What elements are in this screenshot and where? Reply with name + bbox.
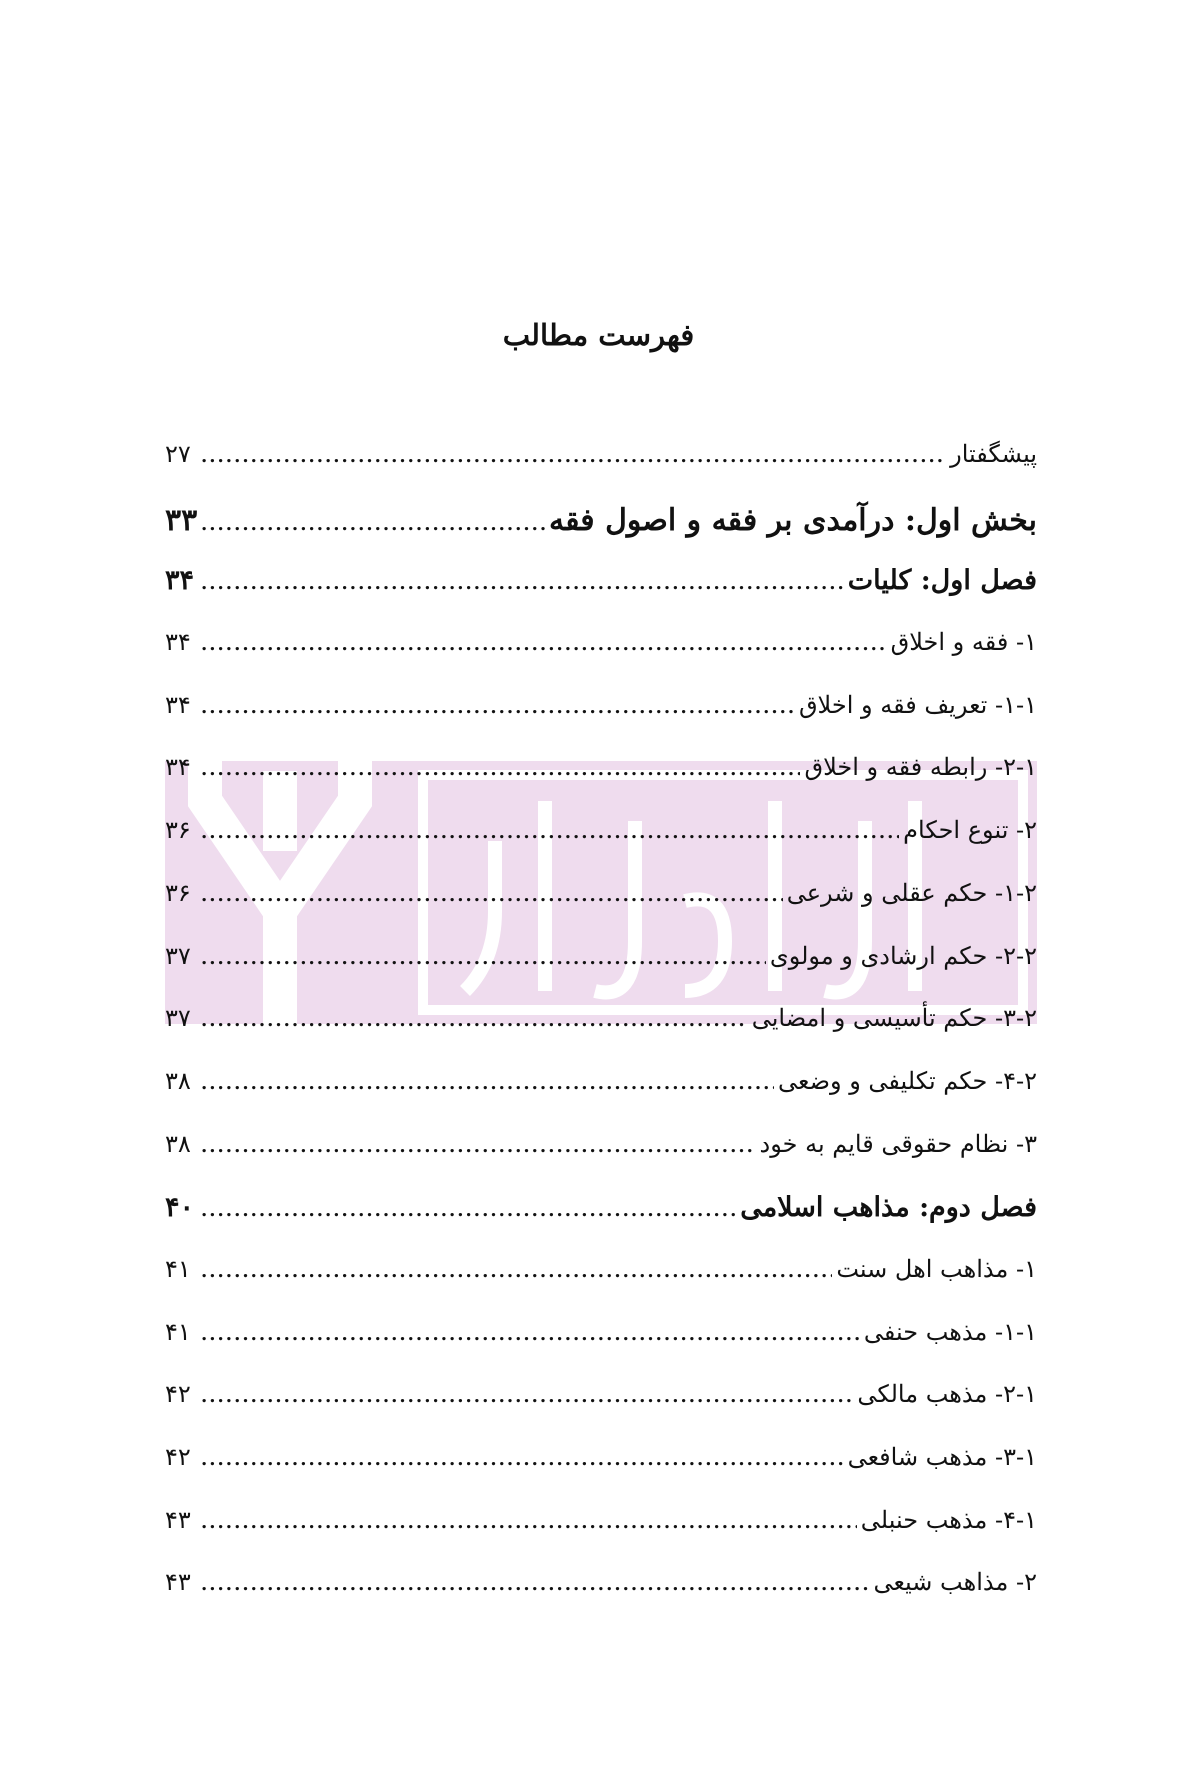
toc-entry-title: ۲-۱- رابطه فقه و اخلاق (804, 753, 1037, 782)
toc-entry (165, 1568, 1037, 1631)
toc-entry (165, 1255, 1037, 1318)
toc-entry (165, 1130, 1037, 1193)
dot-leader (201, 1261, 832, 1282)
toc-entry-page: ۳۶ (165, 816, 191, 845)
toc-entry (165, 753, 1037, 816)
toc-entry-page: ۴۱ (165, 1254, 191, 1283)
toc-chapter-entry (165, 565, 1037, 628)
toc-chapter-entry (165, 1192, 1037, 1255)
toc-entry-title: ۱- فقه و اخلاق (890, 628, 1037, 657)
toc-entry (165, 440, 1037, 503)
toc-entry (165, 1004, 1037, 1067)
toc-entry-title: ۱-۱- تعریف فقه و اخلاق (798, 690, 1037, 719)
dot-leader (201, 1324, 860, 1345)
toc-entry (165, 1318, 1037, 1381)
dot-leader (201, 697, 795, 718)
dot-leader (201, 1136, 756, 1157)
toc-entry (165, 628, 1037, 691)
toc-entry-page: ۴۱ (165, 1317, 191, 1346)
dot-leader (201, 1010, 748, 1031)
dot-leader (201, 634, 887, 655)
toc-entry (165, 816, 1037, 879)
toc-entry-title: ۳-۲- حکم تأسیسی و امضایی (751, 1004, 1037, 1033)
toc-entry-title: فصل دوم: مذاهب اسلامی (740, 1192, 1037, 1224)
toc-entry-page: ۳۷ (165, 1004, 191, 1033)
dot-leader (201, 822, 899, 843)
dot-leader (201, 759, 800, 780)
toc-entry-page: ۳۴ (165, 628, 191, 657)
toc-entry-page: ۴۳ (165, 1568, 191, 1597)
toc-entry (165, 1506, 1037, 1569)
toc-entry-page: ۲۷ (165, 440, 191, 468)
dot-leader (201, 1386, 853, 1407)
toc-entry (165, 1380, 1037, 1443)
dot-leader (201, 948, 766, 969)
toc-entry-page: ۴۳ (165, 1505, 191, 1534)
dot-leader (201, 1574, 869, 1595)
toc-entry-page: ۳۴ (165, 690, 191, 719)
toc-entry-title: ۱- مذاهب اهل سنت (836, 1254, 1037, 1283)
toc-entry-page: ۳۸ (165, 1129, 191, 1158)
toc-entry-title: ۲- تنوع احکام (903, 816, 1037, 845)
dot-leader (201, 885, 783, 906)
dot-leader (201, 446, 946, 467)
dot-leader (201, 1512, 857, 1533)
toc-entry-title: ۴-۲- حکم تکلیفی و وضعی (778, 1066, 1037, 1095)
toc-part-entry (165, 503, 1037, 566)
dot-leader (201, 1200, 736, 1221)
toc-entry-title: ۲-۲- حکم ارشادی و مولوی (769, 941, 1037, 970)
toc-entry-page: ۳۳ (165, 502, 198, 538)
toc-entry-title: ۴-۱- مذهب حنبلی (860, 1505, 1037, 1534)
toc-entry-title: ۳-۱- مذهب شافعی (847, 1443, 1037, 1471)
toc-entry-page: ۳۶ (165, 878, 191, 907)
toc-entry-title: ۲- مذاهب شیعی (873, 1568, 1037, 1597)
toc-entry-title: پیشگفتار (950, 440, 1037, 468)
toc-entry-page: ۴۲ (165, 1443, 191, 1471)
table-of-contents (165, 440, 1037, 1631)
toc-entry-page: ۳۷ (165, 941, 191, 970)
toc-entry-title: بخش اول: درآمدی بر فقه و اصول فقه (549, 502, 1037, 538)
dot-leader (201, 514, 545, 535)
dot-leader (201, 1073, 774, 1094)
toc-entry-page: ۳۴ (165, 565, 195, 597)
toc-entry (165, 879, 1037, 942)
page-title: فهرست مطالب (502, 318, 695, 352)
toc-entry (165, 1443, 1037, 1506)
toc-entry-page: ۴۲ (165, 1380, 191, 1409)
toc-entry-title: فصل اول: کلیات (847, 565, 1037, 597)
toc-entry-title: ۱-۲- حکم عقلی و شرعی (786, 878, 1037, 907)
dot-leader (201, 1449, 844, 1470)
toc-entry-title: ۲-۱- مذهب مالکی (857, 1380, 1037, 1409)
toc-entry-title: ۱-۱- مذهب حنفی (863, 1317, 1037, 1346)
dot-leader (201, 573, 844, 594)
toc-entry (165, 942, 1037, 1005)
toc-entry (165, 1067, 1037, 1130)
toc-entry-title: ۳- نظام حقوقی قایم به خود (759, 1129, 1037, 1158)
toc-entry-page: ۴۰ (165, 1192, 195, 1224)
toc-entry (165, 691, 1037, 754)
toc-entry-page: ۳۴ (165, 753, 191, 782)
toc-entry-page: ۳۸ (165, 1066, 191, 1095)
